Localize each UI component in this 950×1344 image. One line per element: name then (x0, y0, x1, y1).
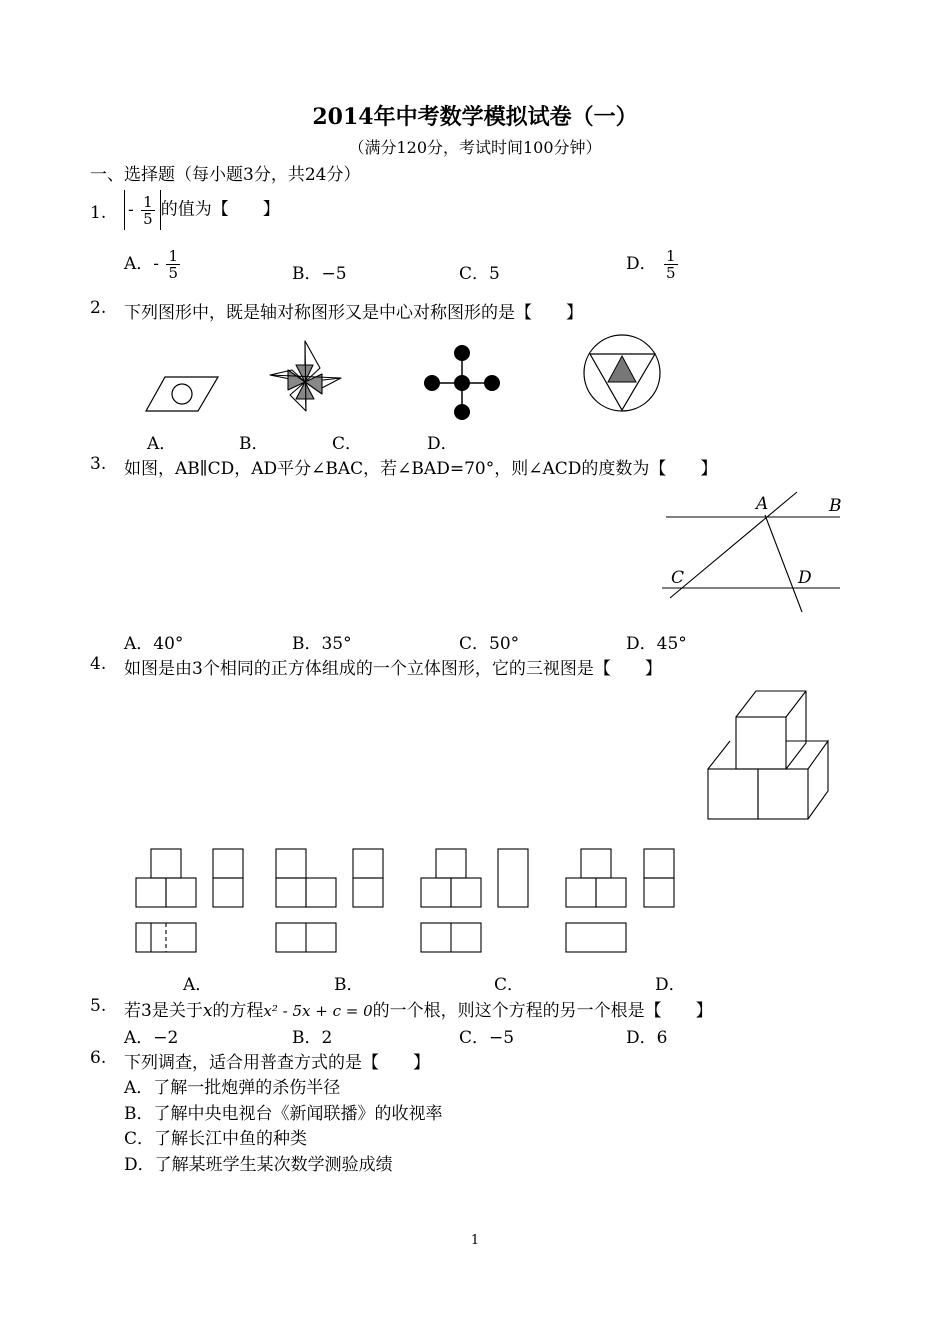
q5-equation: x² - 5x + c = 0 (263, 1002, 373, 1020)
q4-option-c-views (421, 849, 528, 952)
q1-option-d: D． $\frac{1}{5}$ (626, 247, 676, 282)
q2-stem: 下列图形中，既是轴对称图形又是中心对称图形的是【 】 (124, 303, 583, 323)
q5-option-b: B．2 (292, 1028, 333, 1048)
q3-label-b: B (829, 496, 842, 516)
q2-number: 2. (90, 298, 107, 318)
q4-label-a: A． (183, 975, 213, 995)
q3-label-d: D (798, 568, 812, 588)
q3-stem: 如图，AB∥CD，AD平分∠BAC，若∠BAD=70°，则∠ACD的度数为【 】 (124, 459, 718, 479)
q3-number: 3. (90, 454, 107, 474)
q5-option-c: C．−5 (459, 1028, 515, 1048)
q4-option-a-views (136, 849, 243, 952)
q6-option-c: C．了解长江中鱼的种类 (124, 1129, 308, 1149)
q4-option-b-views (276, 849, 383, 952)
q1-option-c: C．5 (459, 264, 500, 284)
q4-cube-stack (708, 691, 828, 819)
q2-label-c: C． (332, 434, 363, 454)
q1-stem-tail: 的值为【 】 (160, 199, 280, 220)
q6-option-a: A．了解一批炮弹的杀伤半径 (124, 1078, 341, 1098)
q6-number: 6. (90, 1048, 107, 1068)
q3-label-c: C (671, 568, 685, 588)
q4-label-b: B． (334, 975, 364, 995)
q1-option-b: B．−5 (292, 264, 347, 284)
q4-label-d: D． (655, 975, 686, 995)
q5-option-d: D．6 (626, 1028, 668, 1048)
q2-figure-d-triangle (584, 335, 660, 411)
q1-option-a: A．- $\frac{1}{5}$ (124, 247, 178, 282)
q2-label-d: D． (427, 434, 458, 454)
q2-figure-c-dots (424, 345, 500, 420)
q4-label-c: C． (494, 975, 525, 995)
q4-option-d-views (566, 849, 674, 952)
page-number: 1 (470, 1233, 480, 1248)
q1-fraction: $\frac{1}{5}$ (143, 193, 153, 228)
q3-option-d: D．45° (626, 634, 687, 654)
page-subtitle: （满分120分，考试时间100分钟） (348, 138, 602, 157)
section-heading: 一、选择题（每小题3分，共24分） (90, 165, 361, 185)
page-title: 2014年中考数学模拟试卷（一） (312, 104, 638, 130)
q3-geometry-figure (662, 492, 840, 612)
q3-option-b: B．35° (292, 634, 352, 654)
q3-option-a: A．40° (124, 634, 184, 654)
q5-number: 5. (90, 996, 107, 1016)
q6-option-d: D．了解某班学生某次数学测验成绩 (124, 1155, 393, 1175)
q2-figure-a (146, 377, 218, 411)
q1-number: 1. (90, 203, 107, 223)
q6-option-b: B．了解中央电视台《新闻联播》的收视率 (124, 1104, 443, 1124)
q5-option-a: A．−2 (124, 1028, 179, 1048)
q3-option-c: C．50° (459, 634, 520, 654)
q3-label-a: A (756, 494, 769, 514)
q2-label-a: A． (147, 434, 177, 454)
q5-stem: 若3是关于x的方程x² - 5x + c = 0的一个根，则这个方程的另一个根是【 】 (124, 1001, 713, 1021)
q4-stem: 如图是由3个相同的正方体组成的一个立体图形，它的三视图是【 】 (124, 659, 662, 679)
q2-figure-b-pinwheel (270, 341, 341, 411)
q2-label-b: B． (239, 434, 269, 454)
q4-number: 4. (90, 654, 107, 674)
q6-stem: 下列调查，适合用普查方式的是【 】 (124, 1053, 430, 1073)
q1-absolute-value: - $\frac{1}{5}$ (124, 190, 161, 230)
